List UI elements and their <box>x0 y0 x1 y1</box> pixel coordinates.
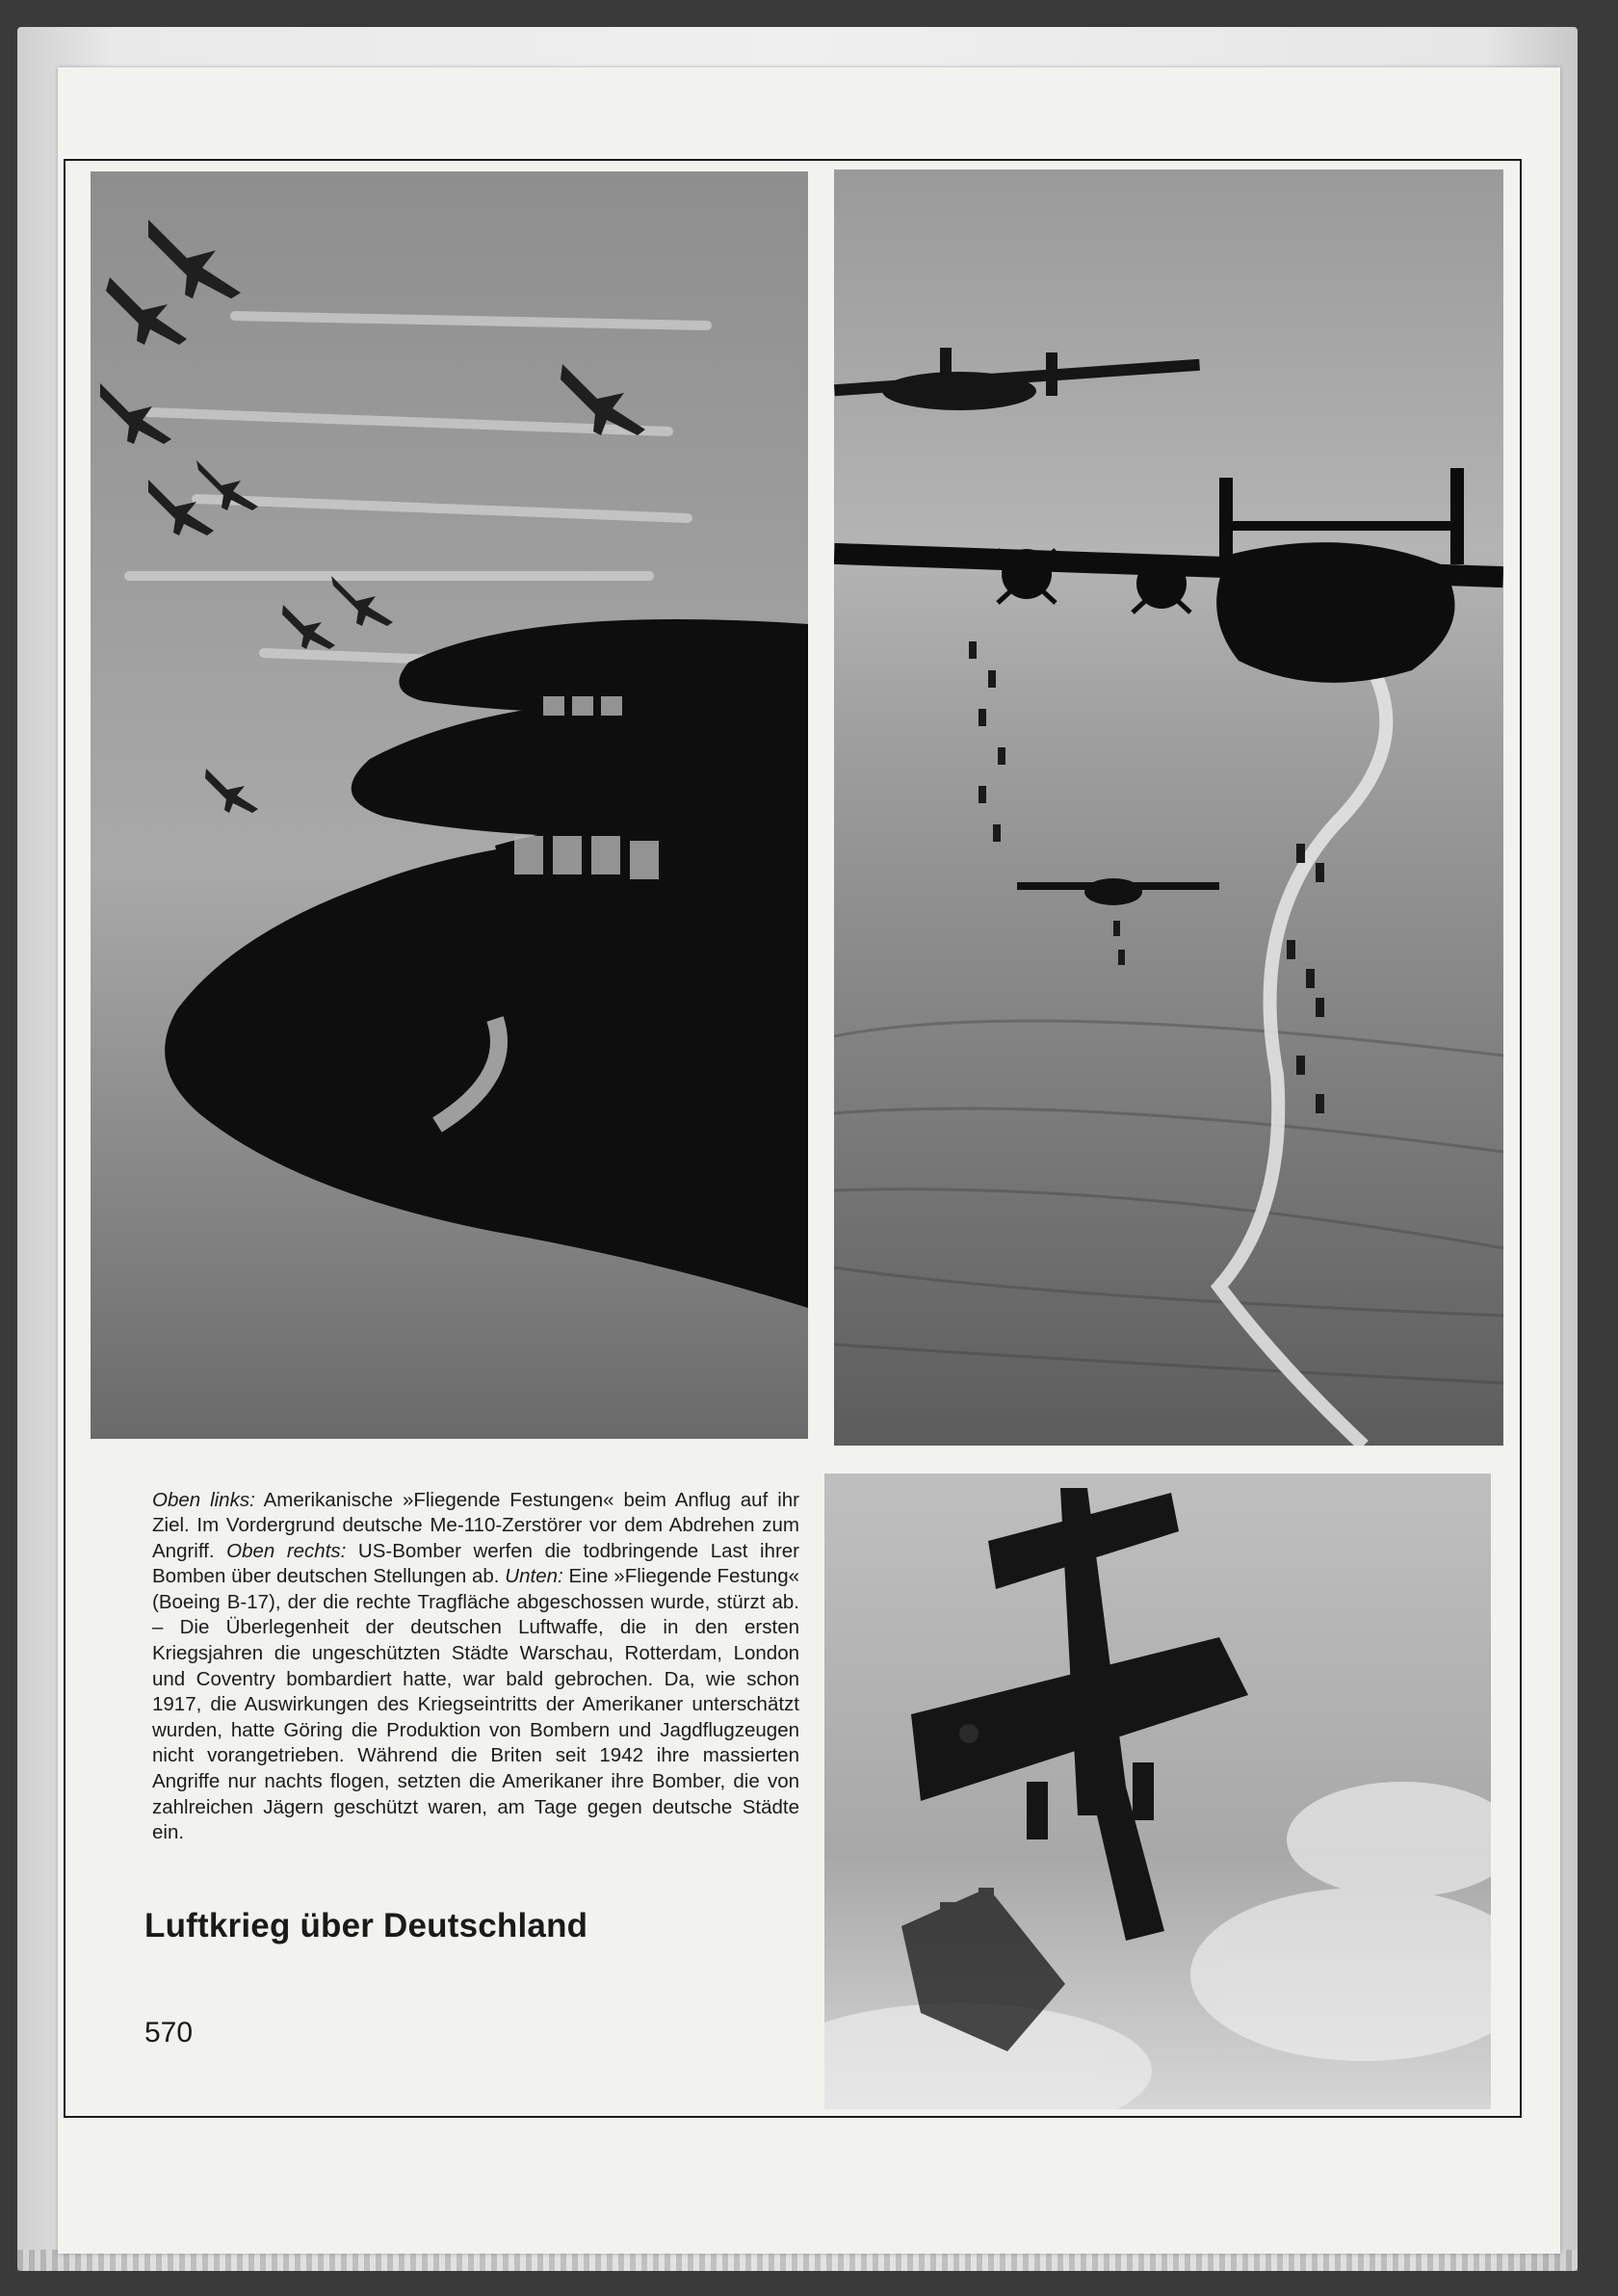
caption-label-bottom: Unten: <box>505 1565 563 1588</box>
caption-text-top-right: US-Bomber werfen die todbringende Last ihrer Bomben über deutschen Stellungen ab. <box>152 1539 799 1588</box>
photo-caption <box>152 1488 799 1846</box>
caption-label-top-right: Oben rechts: <box>226 1539 347 1562</box>
photo-bomber-formation <box>91 171 808 1439</box>
photo-falling-b17 <box>824 1474 1491 2109</box>
caption-label-top-left: Oben links: <box>152 1488 255 1511</box>
chapter-title: Luftkrieg über Deutschland <box>144 1907 588 1944</box>
page-number: 570 <box>144 2017 194 2048</box>
photo-bombers-dropping-bombs <box>834 170 1503 1446</box>
caption-text-bottom: Eine »Fliegende Festung« (Boeing B-17), der die rechte Tragfläche abgeschossen wurde, stürzt ab. – Die Überlegenheit der deutschen Luftwaffe, die in den ersten Kriegsjahren die ungeschützten Städte Warschau, Rotterdam, London und Coventry bombardiert hatte, war bald gebrochen. Da, wie schon 1917, die Auswirkungen des Kriegseintritts der Amerikaner unterschätzt wurden, hatte Göring die Produktion von Bombern und Jagdflugzeugen nicht vorangetrieben. Während die Briten seit 1942 ihre massierten Angriffe nur nachts flogen, setzten die Amerikaner ihre Bomber, die von zahlreichen Jägern geschützt waren, am Tage gegen deutsche Städte ein. <box>152 1565 799 1844</box>
caption-text-top-left: Amerikanische »Fliegende Festungen« beim Anflug auf ihr Ziel. Im Vordergrund deutsche Me-110-Zerstörer vor dem Abdrehen zum Angriff. <box>152 1488 799 1562</box>
